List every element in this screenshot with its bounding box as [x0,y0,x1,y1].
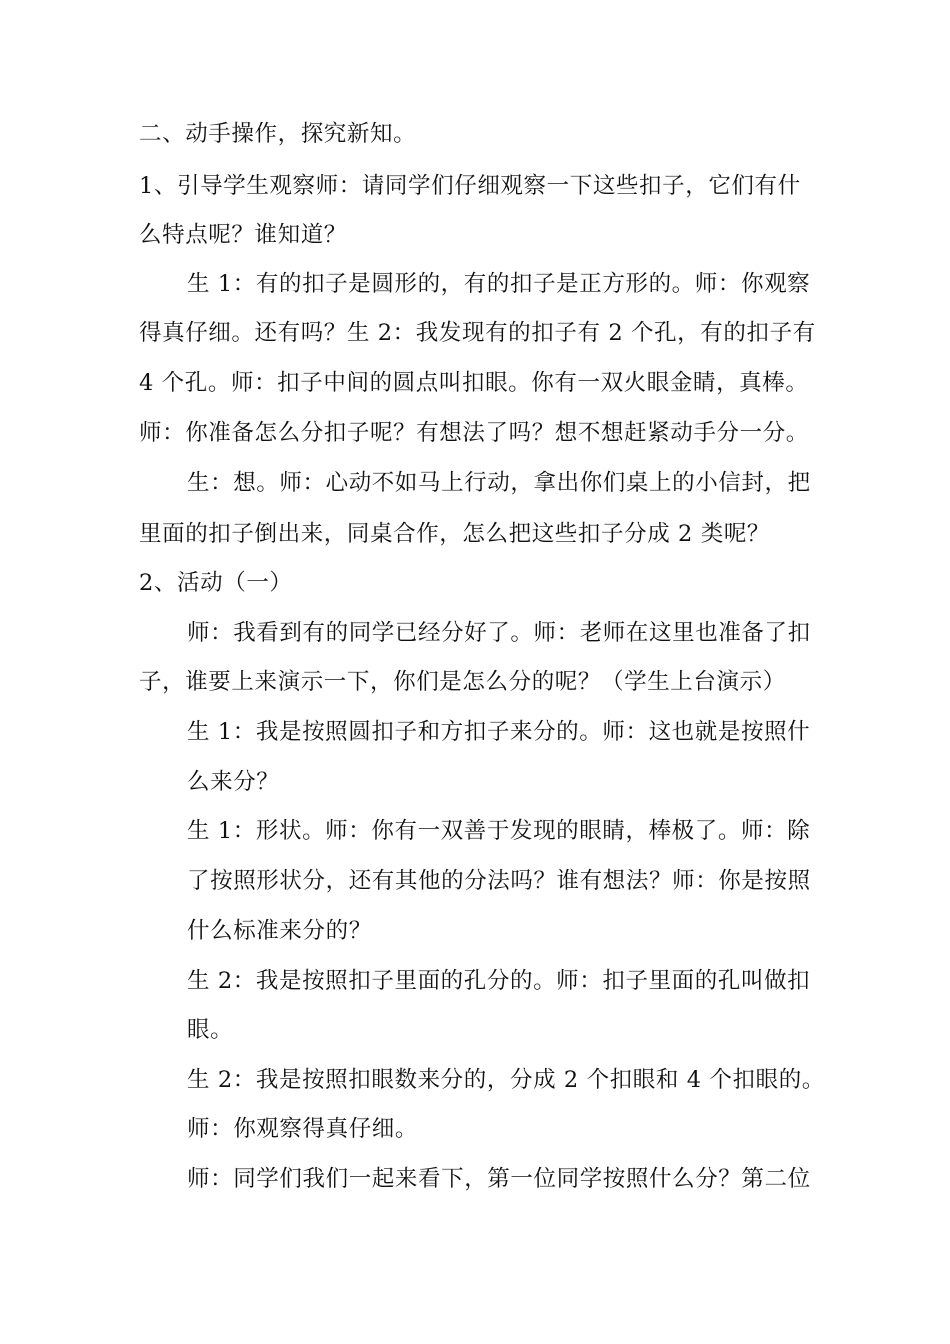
paragraph-line: 师：我看到有的同学已经分好了。师：老师在这里也准备了扣 [187,620,811,646]
paragraph-line: 1、引导学生观察师：请同学们仔细观察一下这些扣子，它们有什 [139,173,801,199]
paragraph-line: 了按照形状分，还有其他的分法吗？谁有想法？师：你是按照 [187,868,811,894]
paragraph-line: 生 1：形状。师：你有一双善于发现的眼睛，棒极了。师：除 [187,818,811,844]
paragraph-line: 么来分？ [187,769,280,795]
paragraph-line: 师：你准备怎么分扣子呢？有想法了吗？想不想赶紧动手分一分。 [139,420,809,446]
paragraph-line: 生 2：我是按照扣眼数来分的，分成 2 个扣眼和 4 个扣眼的。 [187,1067,825,1093]
paragraph-line: 生 1：我是按照圆扣子和方扣子来分的。师：这也就是按照什 [187,719,811,745]
paragraph-line: 生 2：我是按照扣子里面的孔分的。师：扣子里面的孔叫做扣 [187,968,811,994]
subsection-heading: 2、活动（一） [139,570,293,596]
paragraph-line: 么特点呢？谁知道？ [139,222,347,248]
paragraph-line: 什么标准来分的？ [187,918,372,944]
section-heading: 二、动手操作，探究新知。 [139,121,417,147]
paragraph-line: 4 个孔。师：扣子中间的圆点叫扣眼。你有一双火眼金睛，真棒。 [139,370,809,396]
paragraph-line: 里面的扣子倒出来，同桌合作，怎么把这些扣子分成 2 类呢？ [139,521,771,547]
paragraph-line: 得真仔细。还有吗？生 2：我发现有的扣子有 2 个孔，有的扣子有 [139,320,816,346]
paragraph-line: 眼。 [187,1017,234,1043]
paragraph-line: 生 1：有的扣子是圆形的，有的扣子是正方形的。师：你观察 [187,271,811,297]
paragraph-line: 子，谁要上来演示一下，你们是怎么分的呢？（学生上台演示） [139,669,786,695]
paragraph-line: 生：想。师：心动不如马上行动，拿出你们桌上的小信封，把 [187,470,811,496]
paragraph-line: 师：同学们我们一起来看下，第一位同学按照什么分？第二位 [187,1166,811,1192]
paragraph-line: 师：你观察得真仔细。 [187,1116,419,1142]
